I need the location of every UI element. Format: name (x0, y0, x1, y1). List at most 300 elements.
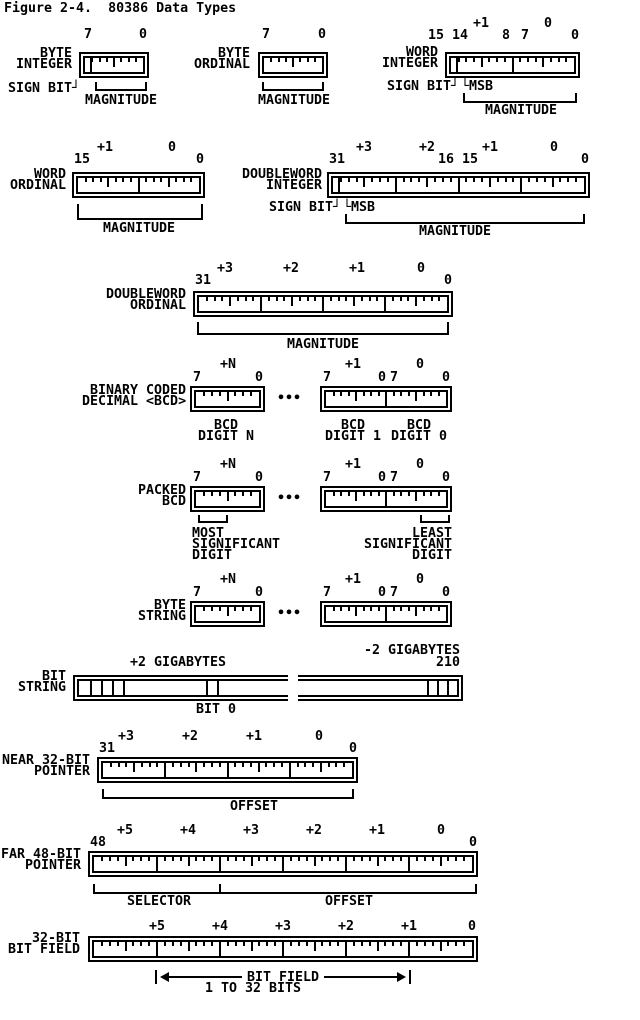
word-integer-label-line2: INTEGER (382, 56, 439, 71)
bit-string-bit0-label: BIT 0 (196, 702, 237, 717)
doubleword-integer-magnitude-label: MAGNITUDE (419, 224, 492, 239)
bit-tick (109, 942, 111, 946)
bit-tick (400, 607, 402, 611)
bit-tick (153, 178, 155, 182)
bit-tick (206, 297, 208, 301)
bit-tick (438, 492, 440, 496)
bit-tick (505, 178, 507, 182)
bit-tick (447, 857, 449, 861)
bit-tick (377, 942, 379, 951)
near-pointer-offset-bracket (102, 789, 354, 799)
near-pointer-box (97, 757, 358, 783)
byte-integer-bit-0: 0 (139, 27, 148, 42)
bit-tick (274, 942, 276, 946)
bit-tick (92, 178, 94, 182)
byte-integer-magnitude-bracket (95, 82, 147, 91)
ruler-inner-frame (324, 490, 448, 508)
bit-tick (245, 297, 247, 301)
byte-divider (219, 857, 221, 871)
word-ordinal-label-line2: ORDINAL (10, 178, 67, 193)
bit-tick (211, 857, 213, 861)
packed-bcd-offset-0: 0 (416, 457, 425, 472)
bit-tick (125, 857, 127, 866)
bit-tick (140, 857, 142, 861)
ruler-inner-frame (83, 56, 145, 74)
bit-tick (371, 178, 373, 182)
word-integer-bit-15: 15 (428, 28, 445, 43)
bcd-offset-plusn: +N (220, 357, 237, 372)
bit-tick (463, 857, 465, 861)
byte-string-right-bit-7a: 7 (323, 585, 332, 600)
bit-field-label-line1: 32-BIT (32, 931, 81, 946)
word-integer-bit-8: 8 (502, 28, 511, 43)
byte-string-left-bit-0: 0 (255, 585, 264, 600)
far-pointer-offset-plus3: +3 (243, 823, 260, 838)
far-pointer-box (88, 851, 478, 877)
bit-tick (125, 942, 127, 951)
byte-ordinal-box (258, 52, 328, 78)
bit-string-left-box (73, 675, 288, 701)
doubleword-integer-bit-31: 31 (329, 152, 346, 167)
bit-tick (258, 857, 260, 861)
bit-tick (415, 392, 417, 401)
bit-tick (258, 763, 260, 772)
bit-cell-line (123, 681, 125, 695)
bit-tick (361, 942, 363, 946)
bit-tick (122, 178, 124, 182)
bit-cell-line (437, 681, 439, 695)
word-ordinal-magnitude-bracket (77, 204, 203, 220)
bit-tick (330, 297, 332, 301)
bit-tick (298, 942, 300, 946)
bit-tick (211, 392, 213, 396)
doubleword-ordinal-magnitude-label: MAGNITUDE (287, 337, 360, 352)
far-pointer-label-line1: FAR 48-BIT (1, 847, 82, 862)
word-ordinal-bit-0: 0 (196, 152, 205, 167)
bcd-caption-n-line1: BCD (214, 418, 239, 433)
bcd-caption-1-line1: BCD (341, 418, 366, 433)
bit-tick (237, 297, 239, 301)
bit-tick (251, 942, 253, 951)
bit-tick (219, 492, 221, 496)
far-pointer-offset-plus4: +4 (180, 823, 197, 838)
byte-string-right-bit-0a: 0 (378, 585, 387, 600)
bit-tick (355, 492, 357, 501)
byte-divider (227, 763, 229, 777)
bit-tick (496, 58, 498, 62)
far-pointer-label-line2: POINTER (25, 858, 82, 873)
bit-tick (229, 297, 231, 306)
far-pointer-offset-label: OFFSET (325, 894, 374, 909)
bit-tick (558, 58, 560, 62)
bit-tick (211, 607, 213, 611)
ruler-inner-frame (76, 176, 201, 194)
bit-tick (450, 178, 452, 182)
byte-divider (322, 297, 324, 311)
bit-tick (423, 492, 425, 496)
byte-string-left-box (190, 601, 265, 627)
packed-bcd-least-line3: DIGIT (412, 548, 453, 563)
bit-tick (378, 607, 380, 611)
bit-tick (188, 763, 190, 767)
bit-tick (363, 392, 365, 396)
bit-tick (113, 58, 115, 67)
byte-string-right-box (320, 601, 452, 627)
packed-bcd-offset-plusn: +N (220, 457, 237, 472)
byte-divider (156, 857, 158, 871)
packed-bcd-most-line3: DIGIT (192, 548, 233, 563)
bit-tick (292, 58, 294, 67)
doubleword-integer-label-line2: INTEGER (266, 178, 323, 193)
bit-tick (234, 607, 236, 611)
bit-tick (252, 297, 254, 301)
doubleword-ordinal-offset-plus2: +2 (283, 261, 300, 276)
bit-tick (298, 857, 300, 861)
bit-tick (320, 763, 322, 772)
byte-divider (385, 607, 387, 621)
ruler-inner-frame (194, 390, 261, 408)
doubleword-ordinal-offset-0: 0 (417, 261, 426, 276)
bit-tick (465, 58, 467, 62)
bit-tick (369, 942, 371, 946)
bit-tick (168, 178, 170, 187)
bit-tick (333, 607, 335, 611)
bit-tick (348, 392, 350, 396)
bit-tick (183, 178, 185, 182)
bit-tick (234, 763, 236, 767)
bit-tick (149, 763, 151, 767)
bit-tick (400, 942, 402, 946)
byte-string-offset-plusn: +N (220, 572, 237, 587)
bit-tick (115, 178, 117, 182)
doubleword-integer-msb-label: └MSB (343, 200, 376, 215)
bit-tick (321, 857, 323, 861)
bit-tick (160, 178, 162, 182)
bit-tick (219, 392, 221, 396)
bit-tick (440, 857, 442, 866)
near-pointer-label-line2: POINTER (34, 764, 91, 779)
word-ordinal-bit-15: 15 (74, 152, 91, 167)
bit-tick (203, 492, 205, 496)
bit-tick (440, 942, 442, 951)
bit-tick (355, 392, 357, 401)
byte-string-left-bit-7: 7 (193, 585, 202, 600)
bit-tick (430, 492, 432, 496)
bit-tick (106, 58, 108, 62)
bit-tick (438, 607, 440, 611)
bit-tick (145, 178, 147, 182)
byte-string-ellipsis: ••• (277, 606, 302, 621)
doubleword-ordinal-label-line1: DOUBLEWORD (106, 287, 187, 302)
packed-bcd-ellipsis: ••• (277, 491, 302, 506)
bit-string-bit-numbers: 210 (436, 655, 461, 670)
bit-tick (504, 58, 506, 62)
bit-tick (306, 857, 308, 861)
bit-tick (447, 942, 449, 946)
bit-tick (211, 763, 213, 767)
byte-string-offset-0: 0 (416, 572, 425, 587)
bit-tick (400, 297, 402, 301)
bit-tick (266, 942, 268, 946)
byte-string-right-bit-0b: 0 (442, 585, 451, 600)
bit-tick (148, 857, 150, 861)
word-ordinal-offset-0: 0 (168, 140, 177, 155)
bit-tick (463, 942, 465, 946)
bit-field-offset-plus3: +3 (275, 919, 292, 934)
bit-tick (328, 763, 330, 767)
bit-tick (290, 857, 292, 861)
bit-tick (552, 178, 554, 187)
bit-tick (432, 857, 434, 861)
bit-tick (424, 942, 426, 946)
bit-tick (455, 942, 457, 946)
bit-tick (473, 58, 475, 62)
bit-tick (242, 763, 244, 767)
bit-tick (376, 297, 378, 301)
ruler-inner-frame (449, 56, 576, 74)
ruler-inner-frame (77, 679, 288, 697)
bit-tick (164, 942, 166, 946)
bit-tick (297, 763, 299, 767)
bit-tick (203, 763, 205, 767)
bcd-right-bit-0a: 0 (378, 370, 387, 385)
bit-tick (299, 297, 301, 301)
doubleword-ordinal-label-line2: ORDINAL (130, 298, 187, 313)
bcd-right-bit-7a: 7 (323, 370, 332, 385)
bit-tick (333, 392, 335, 396)
bit-tick (227, 607, 229, 616)
bit-cell-line (206, 681, 208, 695)
ruler-inner-frame (324, 390, 448, 408)
bit-tick (251, 857, 253, 866)
bit-tick (307, 297, 309, 301)
byte-string-right-bit-7b: 7 (390, 585, 399, 600)
bit-tick (211, 942, 213, 946)
bit-tick (415, 607, 417, 616)
byte-string-label-line2: STRING (138, 609, 187, 624)
far-pointer-bit-0: 0 (469, 835, 478, 850)
bcd-offset-plus1: +1 (345, 357, 362, 372)
far-pointer-bit-48: 48 (90, 835, 107, 850)
bit-tick (338, 297, 340, 301)
bit-tick (117, 857, 119, 861)
bit-tick (392, 857, 394, 861)
bit-tick (348, 492, 350, 496)
bit-tick (392, 297, 394, 301)
bit-tick (535, 58, 537, 62)
bit-tick (278, 58, 280, 62)
bit-tick (172, 763, 174, 767)
bit-tick (219, 607, 221, 611)
bit-string-minus-2-gigabytes-label: -2 GIGABYTES (364, 643, 461, 658)
byte-divider (282, 857, 284, 871)
bit-tick (423, 297, 425, 301)
bit-tick (276, 297, 278, 301)
sign-bit-line (338, 178, 340, 192)
bit-tick (285, 58, 287, 62)
bit-tick (438, 297, 440, 301)
bit-tick (393, 607, 395, 611)
byte-ordinal-label-line2: ORDINAL (194, 57, 251, 72)
bit-tick (369, 297, 371, 301)
bit-tick (195, 763, 197, 772)
bit-tick (408, 392, 410, 396)
bit-tick (410, 178, 412, 182)
bit-tick (340, 392, 342, 396)
bit-string-label-line2: STRING (18, 680, 67, 695)
bit-tick (335, 763, 337, 767)
bit-tick (180, 763, 182, 767)
arrow-left-bar (155, 970, 157, 984)
bit-tick (536, 178, 538, 182)
near-pointer-label-line1: NEAR 32-BIT (2, 753, 91, 768)
byte-ordinal-magnitude-label: MAGNITUDE (258, 93, 331, 108)
bit-tick (250, 392, 252, 396)
bit-tick (227, 857, 229, 861)
bcd-right-bit-0b: 0 (442, 370, 451, 385)
byte-divider (458, 178, 460, 192)
bit-tick (337, 942, 339, 946)
packed-bcd-right-bit-0b: 0 (442, 470, 451, 485)
bit-tick (353, 942, 355, 946)
bit-tick (283, 297, 285, 301)
bit-tick (99, 58, 101, 62)
doubleword-integer-bit-15: 15 (462, 152, 479, 167)
arrow-right-head-icon (397, 972, 406, 982)
byte-divider (385, 392, 387, 406)
byte-divider (512, 58, 514, 72)
bit-tick (250, 607, 252, 611)
byte-divider (385, 492, 387, 506)
arrow-right-bar (409, 970, 411, 984)
bit-field-offset-plus2: +2 (338, 919, 355, 934)
bit-tick (117, 942, 119, 946)
bit-tick (488, 58, 490, 62)
bit-tick (434, 178, 436, 182)
bit-tick (219, 763, 221, 767)
packed-bcd-msd-box (190, 486, 265, 512)
bit-tick (378, 392, 380, 396)
bit-tick (363, 178, 365, 187)
ruler-inner-frame (324, 605, 448, 623)
ruler-inner-frame (197, 295, 449, 313)
byte-divider (289, 763, 291, 777)
bit-tick (109, 857, 111, 861)
bit-tick (416, 857, 418, 861)
bit-tick (132, 942, 134, 946)
bit-tick (312, 763, 314, 767)
bit-cell-line (101, 681, 103, 695)
bit-tick (356, 178, 358, 182)
packed-bcd-left-bit-7: 7 (193, 470, 202, 485)
packed-bcd-right-bit-7a: 7 (323, 470, 332, 485)
bit-tick (242, 392, 244, 396)
bit-tick (291, 297, 293, 306)
bit-tick (195, 942, 197, 946)
bit-field-offset-plus1: +1 (401, 919, 418, 934)
packed-bcd-most-line2: SIGNIFICANT (192, 537, 281, 552)
bit-tick (243, 942, 245, 946)
sign-bit-line (456, 58, 458, 72)
bit-tick (329, 857, 331, 861)
bit-tick (361, 857, 363, 861)
byte-integer-sign-bit-label: SIGN BIT┘ (8, 81, 81, 96)
bit-tick (268, 297, 270, 301)
bit-tick (132, 857, 134, 861)
bit-tick (307, 58, 309, 62)
near-pointer-bit-0: 0 (349, 741, 358, 756)
arrow-left-head-icon (160, 972, 169, 982)
bcd-offset-0: 0 (416, 357, 425, 372)
packed-bcd-left-bit-0: 0 (255, 470, 264, 485)
bcd-caption-1-line2: DIGIT 1 (325, 429, 382, 444)
packed-bcd-msd-bracket (198, 515, 228, 523)
bit-tick (348, 607, 350, 611)
bit-tick (250, 492, 252, 496)
doubleword-integer-sign-bit-label: SIGN BIT┘ (269, 200, 342, 215)
bit-tick (221, 297, 223, 301)
bit-tick (321, 942, 323, 946)
arrow-left-line (169, 976, 242, 978)
bit-field-offset-0: 0 (468, 919, 477, 934)
near-pointer-offset-plus3: +3 (118, 729, 135, 744)
ruler-inner-frame (331, 176, 586, 194)
bit-tick (329, 942, 331, 946)
bit-tick (118, 763, 120, 767)
word-integer-magnitude-bracket (463, 93, 577, 103)
bit-tick (234, 492, 236, 496)
bit-tick (314, 58, 316, 62)
word-integer-bit-0: 0 (571, 28, 580, 43)
byte-divider (260, 297, 262, 311)
word-integer-bit-14: 14 (452, 28, 469, 43)
bit-tick (304, 763, 306, 767)
bit-tick (156, 763, 158, 767)
sign-bit-line (90, 58, 92, 72)
bit-tick (148, 942, 150, 946)
bit-tick (314, 297, 316, 301)
bit-tick (100, 178, 102, 182)
bit-string-right-box (298, 675, 463, 701)
byte-integer-label-line2: INTEGER (16, 57, 73, 72)
near-pointer-offset-plus1: +1 (246, 729, 263, 744)
bit-cell-line (112, 681, 114, 695)
bit-tick (188, 942, 190, 951)
byte-divider (156, 942, 158, 956)
bit-tick (125, 763, 127, 767)
far-pointer-bracket-divider (219, 884, 221, 894)
bit-tick (392, 942, 394, 946)
bit-tick (567, 178, 569, 182)
bit-tick (353, 857, 355, 861)
word-ordinal-offset-plus1: +1 (97, 140, 114, 155)
bit-tick (489, 178, 491, 187)
bit-tick (393, 392, 395, 396)
byte-ordinal-label-line1: BYTE (218, 46, 251, 61)
bit-tick (265, 763, 267, 767)
bit-tick (250, 763, 252, 767)
bit-tick (400, 392, 402, 396)
doubleword-integer-bit-16: 16 (438, 152, 455, 167)
bit-tick (355, 607, 357, 616)
bit-tick (542, 58, 544, 67)
bit-tick (369, 857, 371, 861)
doubleword-ordinal-bit-0: 0 (444, 273, 453, 288)
ruler-inner-frame (298, 679, 459, 697)
bit-tick (363, 492, 365, 496)
bit-tick (203, 392, 205, 396)
byte-integer-label-line1: BYTE (40, 46, 73, 61)
